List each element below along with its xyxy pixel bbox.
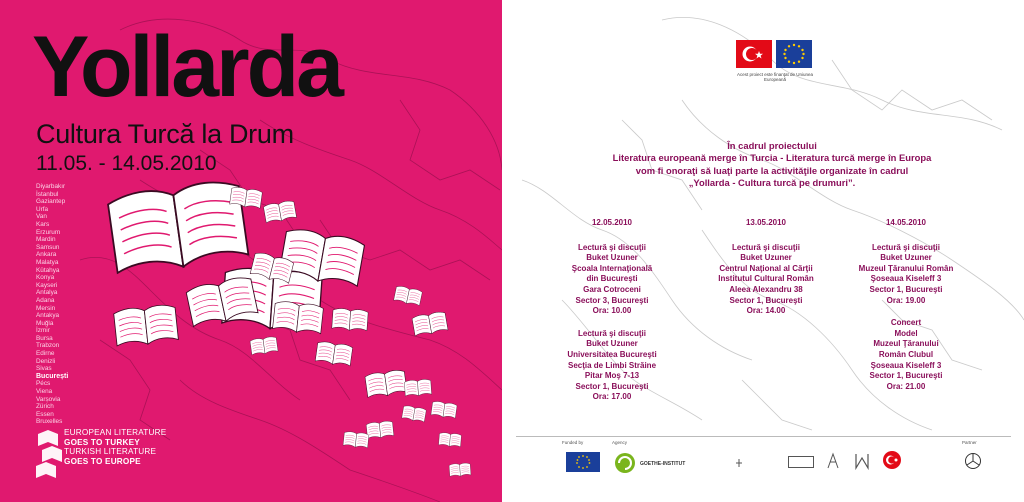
event-line: Centrul Naţional al Cărţii (719, 263, 813, 273)
event-line: Secţia de Limbi Străine (567, 360, 657, 370)
footer-divider (516, 436, 1011, 437)
city-name: Kayseri (36, 281, 58, 289)
book-icon (431, 401, 457, 419)
event-date: 13.05.2010 (745, 218, 787, 227)
event-block (547, 329, 677, 403)
book-icon (365, 369, 408, 398)
event-line: Buket Uzuner (740, 253, 792, 263)
book-icon (272, 301, 323, 335)
poster-dates: 11.05. - 14.05.2010 (36, 152, 217, 175)
logo-line: EUROPEAN LITERATURE (64, 428, 167, 437)
city-name: Mardin (36, 236, 56, 244)
event-line: Sector 1, Bucureşti (869, 284, 943, 294)
event-line: Şcoala Internaţională (571, 263, 653, 273)
logo-line: GOES TO TURKEY (64, 437, 140, 447)
event-line: Buket Uzuner (586, 253, 638, 263)
invitation-page (502, 0, 1024, 502)
event-column-13-05 (701, 218, 831, 329)
event-block (841, 243, 971, 307)
city-name: Essen (36, 410, 54, 418)
book-icon (404, 379, 431, 397)
book-icon (412, 311, 448, 337)
event-line: Lectură şi discuţii (577, 242, 647, 252)
book-icon (402, 405, 427, 423)
event-line: Model (894, 328, 918, 338)
book-icon (107, 178, 249, 276)
book-icon (366, 420, 394, 439)
event-line: Lectură şi discuţii (731, 242, 801, 252)
poster-subtitle: Cultura Turcă la Drum (36, 119, 294, 149)
intro-line: „Yollarda - Cultura turcă pe drumuri”. (688, 177, 856, 189)
city-name: Muğla (36, 319, 54, 327)
intro-line: Literatura europeană merge în Turcia - Literatura turcă merge în Europa (612, 152, 932, 164)
partner-logo-icon (854, 452, 870, 470)
event-date: 12.05.2010 (591, 218, 633, 227)
mercedes-logo-icon (964, 452, 982, 470)
book-icon (393, 285, 422, 306)
partner-logo-icon (734, 458, 744, 468)
city-name: Konya (36, 274, 55, 282)
agency-label: Agency (612, 440, 628, 445)
city-name: Antakya (36, 312, 60, 320)
city-name: București (36, 372, 69, 380)
event-line: Sector 3, Bucureşti (575, 295, 649, 305)
book-icon (343, 431, 369, 448)
event-block (701, 243, 831, 317)
event-line: Pitar Moş 7-13 (584, 371, 640, 381)
city-name: Gaziantep (36, 198, 66, 206)
partner-logo-icon (788, 456, 814, 468)
city-name: Denizli (36, 357, 56, 365)
book-icon (438, 432, 461, 447)
poster-title: Yollarda (32, 19, 341, 115)
event-line: Concert (890, 318, 922, 328)
book-icon (250, 336, 278, 356)
partner-logo-icon (826, 452, 840, 470)
city-name: Sivas (36, 365, 52, 373)
event-line: Şoseaua Kiseleff 3 (870, 274, 942, 284)
event-column-14-05 (841, 218, 971, 404)
city-name: İstanbul (36, 190, 59, 198)
city-name: Van (36, 213, 47, 221)
logo-line: GOES TO EUROPE (64, 456, 141, 466)
city-name: Edirne (36, 350, 55, 358)
city-name: Varșovia (36, 395, 61, 403)
book-icon (315, 341, 353, 367)
event-line: Muzeul Ţăranului Român (858, 263, 954, 273)
city-name: Mersin (36, 304, 56, 312)
event-line: Ora: 21.00 (886, 381, 926, 391)
funded-by-label: Funded by (562, 440, 584, 445)
event-line: din Bucureşti (586, 274, 638, 284)
city-name: Ankara (36, 251, 57, 259)
city-name: Kars (36, 220, 50, 228)
city-name: İzmir (36, 327, 50, 335)
city-name: Malatya (36, 258, 59, 266)
city-name: Zürich (36, 403, 54, 411)
event-line: Lectură şi discuţii (871, 242, 941, 252)
event-line: Şoseaua Kiseleff 3 (870, 360, 942, 370)
event-line: Ora: 17.00 (592, 392, 632, 402)
city-name: Antalya (36, 289, 58, 297)
event-block (841, 318, 971, 392)
event-line: Buket Uzuner (880, 253, 932, 263)
event-line: Român Clubul (878, 349, 934, 359)
event-line: Universitatea Bucureşti (567, 349, 657, 359)
city-name: Urfa (36, 205, 49, 213)
goethe-label: GOETHE-INSTITUT (640, 461, 686, 467)
project-logo-text (64, 428, 166, 466)
book-icon (449, 463, 471, 477)
poster-cover (0, 0, 502, 502)
flags-icon (736, 40, 812, 70)
event-block (547, 243, 677, 317)
book-icon (332, 308, 369, 332)
city-name: Bruxelles (36, 418, 63, 426)
city-name: Pécs (36, 380, 51, 388)
event-line: Sector 1, Bucureşti (729, 295, 803, 305)
city-name: Trabzon (36, 342, 60, 350)
event-line: Ora: 10.00 (592, 306, 632, 316)
city-name: Kütahya (36, 266, 60, 274)
goethe-logo-icon (614, 452, 636, 474)
event-line: Lectură şi discuţii (577, 328, 647, 338)
city-name: Samsun (36, 243, 60, 251)
book-icon (263, 200, 297, 224)
city-name: Diyarbakır (36, 183, 66, 190)
city-name: Adana (36, 296, 55, 304)
turkish-seal-icon (882, 450, 902, 470)
city-name: Bursa (36, 334, 53, 342)
book-icon (113, 304, 178, 348)
event-column-12-05 (547, 218, 677, 415)
city-name: Erzurum (36, 228, 61, 236)
event-line: Sector 1, Bucureşti (869, 371, 943, 381)
intro-line: În cadrul proiectului (727, 140, 817, 151)
intro-line: vom fi onoraţi să luaţi parte la activităţile organizate în cadrul (635, 164, 909, 176)
event-line: Aleea Alexandru 38 (729, 284, 803, 294)
funding-caption: Acest proiect este finanţat de Uniunea Europeană (736, 72, 814, 82)
partner-label: Partner (962, 440, 977, 445)
event-line: Institutul Cultural Român (718, 274, 814, 284)
event-line: Buket Uzuner (586, 339, 638, 349)
logo-line: TURKISH LITERATURE (64, 447, 157, 456)
city-name: Viena (36, 388, 53, 396)
eu-flag-icon (566, 452, 600, 472)
event-line: Sector 1, Bucureşti (575, 381, 649, 391)
event-line: Muzeul Ţăranului (873, 339, 939, 349)
invitation-intro (562, 140, 982, 190)
event-date: 14.05.2010 (885, 218, 927, 227)
event-line: Ora: 19.00 (886, 295, 926, 305)
event-line: Ora: 14.00 (746, 306, 786, 316)
event-line: Gara Cotroceni (583, 284, 641, 294)
